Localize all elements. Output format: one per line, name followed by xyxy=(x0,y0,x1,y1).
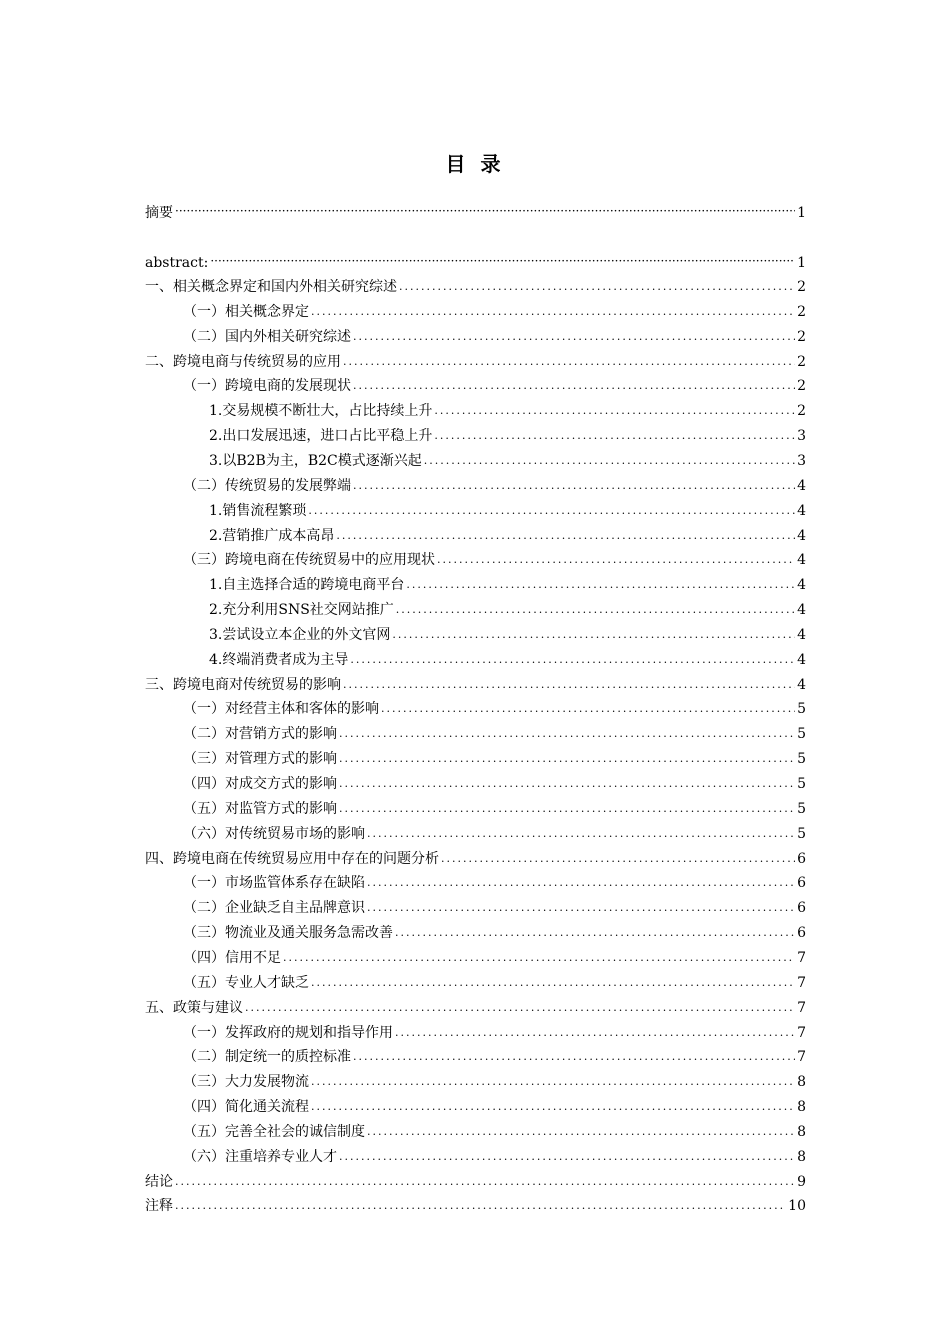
toc-leader-dots xyxy=(396,603,795,617)
toc-leader-dots xyxy=(353,479,795,493)
toc-leader-dots xyxy=(283,951,795,965)
toc-entry-title: 一、相关概念界定和国内外相关研究综述 xyxy=(145,279,397,295)
toc-entry-page: 4 xyxy=(797,602,806,619)
toc-leader-dots xyxy=(343,355,795,369)
toc-leader-dots xyxy=(336,529,795,543)
toc-entry-page: 4 xyxy=(797,577,806,594)
toc-entry[interactable] xyxy=(145,694,806,718)
toc-entry[interactable] xyxy=(145,1042,806,1066)
toc-entry-title: 四、跨境电商在传统贸易应用中存在的问题分析 xyxy=(145,850,439,867)
toc-leader-dots xyxy=(245,1001,795,1015)
toc-entry-title: （四）对成交方式的影响 xyxy=(145,775,337,793)
toc-entry-page: 2 xyxy=(797,353,806,370)
toc-entry[interactable] xyxy=(145,396,806,420)
toc-entry-page: 5 xyxy=(797,726,806,743)
toc-entry-title: 2.出口发展迅速，进口占比平稳上升 xyxy=(145,427,432,445)
toc-leader-dots xyxy=(395,1026,795,1040)
toc-leader-dots xyxy=(339,777,795,791)
toc-entry[interactable] xyxy=(145,769,806,793)
toc-entry-page: 5 xyxy=(797,701,806,718)
toc-entry-page: 7 xyxy=(797,974,806,991)
toc-entry-page: 2 xyxy=(797,328,806,345)
toc-entry-page: 6 xyxy=(797,850,806,867)
toc-entry[interactable] xyxy=(145,943,806,967)
toc-entry[interactable] xyxy=(145,1191,806,1215)
toc-entry-title: 五、政策与建议 xyxy=(145,999,243,1016)
toc-entry[interactable] xyxy=(145,496,806,520)
toc-entry-title: （二）对营销方式的影响 xyxy=(145,725,337,743)
toc-leader-dots xyxy=(395,926,795,940)
toc-entry-title: 注释 xyxy=(145,1198,173,1215)
toc-entry-title: （一）发挥政府的规划和指导作用 xyxy=(145,1024,393,1042)
toc-entry-title: （二）传统贸易的发展弊端 xyxy=(145,477,351,495)
toc-leader-dots xyxy=(339,752,795,766)
toc-entry-title: （二）国内外相关研究综述 xyxy=(145,328,351,346)
toc-leader-dots xyxy=(350,653,795,667)
toc-entry[interactable] xyxy=(145,371,806,395)
toc-entry-page: 4 xyxy=(797,651,806,668)
toc-entry-title: （一）市场监管体系存在缺陷 xyxy=(145,874,365,892)
toc-entry-page: 2 xyxy=(797,403,806,420)
toc-leader-dots xyxy=(210,254,795,270)
toc-entry[interactable] xyxy=(145,322,806,346)
toc-entry-page: 5 xyxy=(797,800,806,817)
toc-entry[interactable] xyxy=(145,595,806,619)
toc-entry[interactable] xyxy=(145,248,806,272)
toc-entry-title: （五）完善全社会的诚信制度 xyxy=(145,1123,365,1141)
toc-entry[interactable] xyxy=(145,272,806,296)
toc-entry[interactable] xyxy=(145,521,806,545)
toc-entry-page: 7 xyxy=(797,1024,806,1041)
toc-leader-dots xyxy=(437,553,795,567)
toc-entry[interactable] xyxy=(145,446,806,470)
toc-leader-dots xyxy=(308,504,795,518)
toc-leader-dots xyxy=(175,1199,786,1213)
toc-leader-dots xyxy=(353,330,795,344)
toc-entry-page: 6 xyxy=(797,900,806,917)
toc-entry-title: （五）专业人才缺乏 xyxy=(145,974,309,992)
toc-entry[interactable] xyxy=(145,744,806,768)
toc-entry[interactable] xyxy=(145,893,806,917)
toc-entry-title: 摘要 xyxy=(145,205,173,221)
toc-entry-title: （三）大力发展物流 xyxy=(145,1073,309,1091)
toc-entry[interactable] xyxy=(145,1092,806,1116)
toc-entry-page: 5 xyxy=(797,751,806,768)
toc-entry[interactable] xyxy=(145,670,806,694)
toc-entry-title: （六）注重培养专业人才 xyxy=(145,1148,337,1166)
toc-entry-title: 二、跨境电商与传统贸易的应用 xyxy=(145,353,341,370)
toc-leader-dots xyxy=(339,727,795,741)
toc-leader-dots xyxy=(406,578,795,592)
toc-entry[interactable] xyxy=(145,968,806,992)
toc-leader-dots xyxy=(353,379,795,393)
toc-leader-dots xyxy=(343,678,795,692)
toc-leader-dots xyxy=(392,628,795,642)
toc-entry[interactable] xyxy=(145,347,806,371)
toc-leader-dots xyxy=(399,280,795,294)
toc-entry-page: 4 xyxy=(797,626,806,643)
toc-entry-title: abstract: xyxy=(145,255,209,271)
toc-entry-title: 结论 xyxy=(145,1173,173,1190)
toc-entry-page: 2 xyxy=(797,378,806,395)
toc-entry-page: 8 xyxy=(797,1074,806,1091)
toc-leader-dots xyxy=(311,305,795,319)
toc-entry-title: （六）对传统贸易市场的影响 xyxy=(145,825,365,843)
toc-leader-dots xyxy=(339,1150,795,1164)
toc-entry-page: 1 xyxy=(797,255,806,271)
toc-entry[interactable] xyxy=(145,819,806,843)
toc-entry-title: （一）对经营主体和客体的影响 xyxy=(145,700,379,718)
toc-entry-page: 3 xyxy=(797,428,806,445)
toc-entry[interactable] xyxy=(145,794,806,818)
toc-entry-page: 4 xyxy=(797,552,806,569)
toc-entry-title: 三、跨境电商对传统贸易的影响 xyxy=(145,676,341,693)
toc-entry-page: 1 xyxy=(797,205,806,221)
toc-entry[interactable] xyxy=(145,1167,806,1191)
toc-leader-dots xyxy=(367,876,795,890)
toc-entry-title: 4.终端消费者成为主导 xyxy=(145,651,348,669)
toc-entry-page: 2 xyxy=(797,303,806,320)
toc-entry-page: 7 xyxy=(797,999,806,1016)
toc-leader-dots xyxy=(367,827,795,841)
toc-entry[interactable] xyxy=(145,719,806,743)
toc-entry-page: 4 xyxy=(797,502,806,519)
toc-entry-page: 7 xyxy=(797,1049,806,1066)
toc-leader-dots xyxy=(339,802,795,816)
toc-entry[interactable] xyxy=(145,993,806,1017)
toc-entry-page: 2 xyxy=(797,279,806,295)
toc-entry-page: 9 xyxy=(797,1173,806,1190)
toc-leader-dots xyxy=(311,976,795,990)
toc-entry[interactable] xyxy=(145,570,806,594)
toc-entry-page: 6 xyxy=(797,925,806,942)
toc-entry-page: 4 xyxy=(797,676,806,693)
toc-leader-dots xyxy=(424,454,795,468)
toc-entry-title: （二）制定统一的质控标准 xyxy=(145,1048,351,1066)
toc-entry-title: （一）跨境电商的发展现状 xyxy=(145,377,351,395)
toc-entry-title: （三）物流业及通关服务急需改善 xyxy=(145,924,393,942)
toc-entry-title: 2.营销推广成本高昂 xyxy=(145,527,334,545)
toc-entry-title: （三）跨境电商在传统贸易中的应用现状 xyxy=(145,551,435,569)
toc-entry[interactable] xyxy=(145,645,806,669)
toc-entry-page: 10 xyxy=(788,1198,806,1215)
toc-entry[interactable] xyxy=(145,1117,806,1141)
toc-entry-title: 1.销售流程繁琐 xyxy=(145,502,306,520)
page-title: 目 录 xyxy=(445,152,505,176)
toc-entry[interactable] xyxy=(145,421,806,445)
toc-entry[interactable] xyxy=(145,471,806,495)
toc-entry-page: 7 xyxy=(797,949,806,966)
toc-entry[interactable] xyxy=(145,297,806,321)
toc-leader-dots xyxy=(367,901,795,915)
toc-entry[interactable] xyxy=(145,1067,806,1091)
toc-entry[interactable] xyxy=(145,844,806,868)
toc-entry-page: 5 xyxy=(797,825,806,842)
toc-entry-title: 2.充分利用SNS社交网站推广 xyxy=(145,601,394,619)
toc-entry-title: （四）信用不足 xyxy=(145,949,281,967)
toc-entry-title: （三）对管理方式的影响 xyxy=(145,750,337,768)
toc-entry[interactable] xyxy=(145,1142,806,1166)
toc-entry-title: 1.交易规模不断壮大，占比持续上升 xyxy=(145,402,432,420)
toc-entry[interactable] xyxy=(145,198,806,222)
toc-leader-dots xyxy=(311,1075,795,1089)
toc-entry-title: （四）简化通关流程 xyxy=(145,1098,309,1116)
toc-leader-dots xyxy=(175,1175,795,1189)
toc-entry-title: 3.尝试设立本企业的外文官网 xyxy=(145,626,390,644)
toc-entry-title: 1.自主选择合适的跨境电商平台 xyxy=(145,576,404,594)
toc-leader-dots xyxy=(434,404,795,418)
toc-entry-title: （五）对监管方式的影响 xyxy=(145,800,337,818)
toc-leader-dots xyxy=(441,852,795,866)
toc-entry-page: 4 xyxy=(797,527,806,544)
toc-entry[interactable] xyxy=(145,545,806,569)
toc-entry-page: 5 xyxy=(797,776,806,792)
toc-entry[interactable] xyxy=(145,1018,806,1042)
toc-entry-page: 8 xyxy=(797,1148,806,1165)
toc-entry-page: 8 xyxy=(797,1099,806,1116)
toc-leader-dots xyxy=(175,204,795,220)
toc-leader-dots xyxy=(311,1100,795,1114)
toc-leader-dots xyxy=(434,429,795,443)
toc-leader-dots xyxy=(353,1050,795,1064)
toc-entry[interactable] xyxy=(145,868,806,892)
toc-entry-page: 6 xyxy=(797,875,806,892)
toc-entry-page: 4 xyxy=(797,477,806,494)
toc-entry-page: 3 xyxy=(797,452,806,469)
toc-leader-dots xyxy=(381,702,795,716)
toc-entry-page: 8 xyxy=(797,1123,806,1140)
toc-entry[interactable] xyxy=(145,620,806,644)
toc-entry-title: 3.以B2B为主，B2C模式逐渐兴起 xyxy=(145,452,422,470)
toc-entry-title: （二）企业缺乏自主品牌意识 xyxy=(145,899,365,917)
toc-entry-title: （一）相关概念界定 xyxy=(145,303,309,321)
toc-entry[interactable] xyxy=(145,918,806,942)
toc-leader-dots xyxy=(367,1125,795,1139)
